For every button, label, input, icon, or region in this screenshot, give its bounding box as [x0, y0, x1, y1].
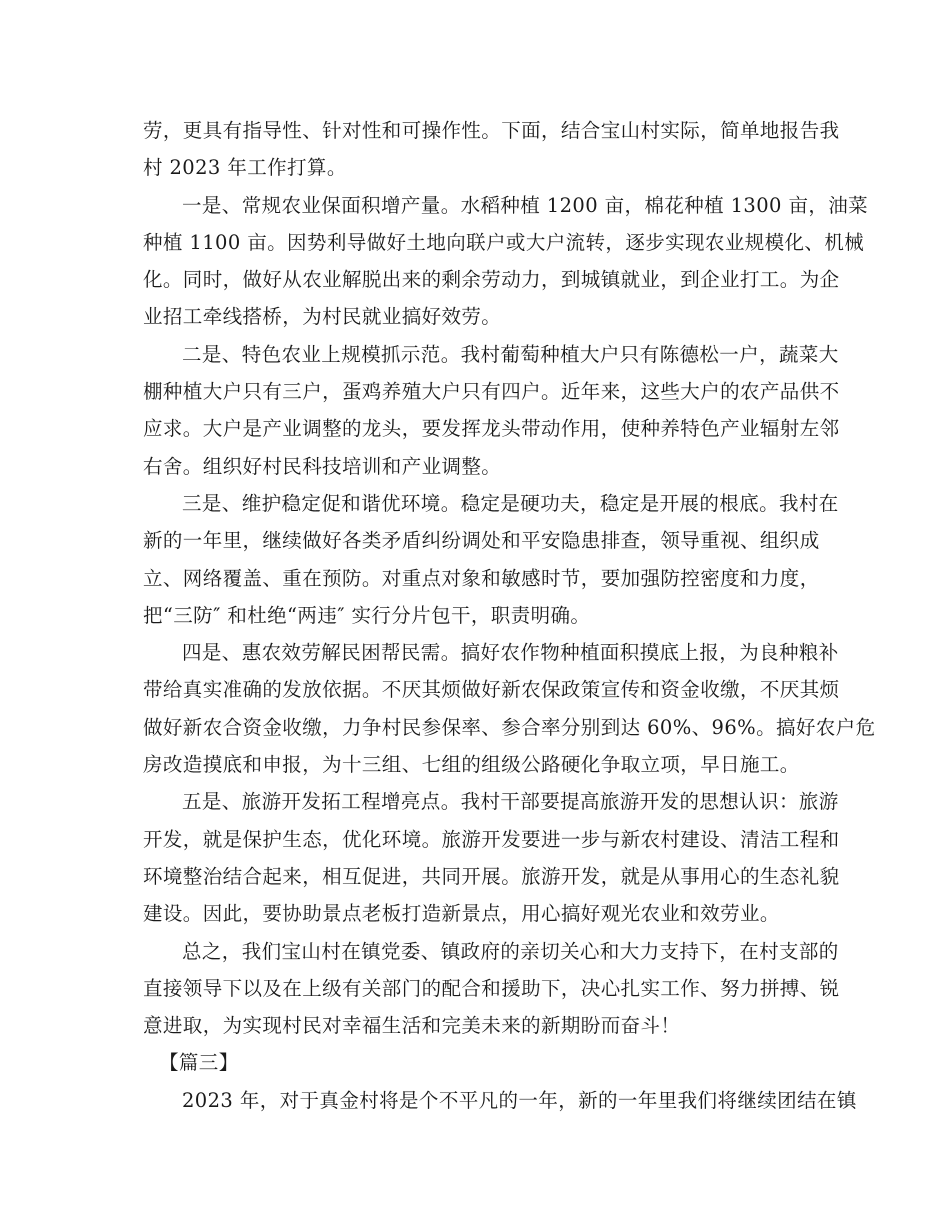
text-line: 右舍。组织好村民科技培训和产业调整。 — [143, 454, 502, 478]
text-line: 做好新农合资金收缴，力争村民参保率、参合率分别到达 60%、96%。搞好农户危 — [143, 715, 876, 739]
paragraph-start-line: 五是、旅游开发拓工程增亮点。我村干部要提高旅游开发的思想认识：旅游 — [182, 790, 839, 814]
text-line: 村 2023 年工作打算。 — [143, 156, 347, 180]
paragraph-start-line: 三是、维护稳定促和谐优环境。稳定是硬功夫，稳定是开展的根底。我村在 — [182, 491, 839, 515]
text-line: 把“三防″ 和杜绝“两违″ 实行分片包干，职责明确。 — [143, 603, 591, 627]
text-line: 化。同时，做好从农业解脱出来的剩余劳动力，到城镇就业，到企业打工。为企 — [143, 268, 840, 292]
paragraph-start-line: 四是、惠农效劳解民困帮民需。搞好农作物种植面积摸底上报，为良种粮补 — [182, 641, 839, 665]
text-line: 直接领导下以及在上级有关部门的配合和援助下，决心扎实工作、努力拼搏、锐 — [143, 976, 840, 1000]
paragraph-start-line: 二是、特色农业上规模抓示范。我村葡萄种植大户只有陈德松一户，蔬菜大 — [182, 342, 839, 366]
document-body — [143, 112, 876, 1119]
text-line: 应求。大户是产业调整的龙头，要发挥龙头带动作用，使种养特色产业辐射左邻 — [143, 417, 840, 441]
paragraph-start-line: 一是、常规农业保面积增产量。水稻种植 1200 亩，棉花种植 1300 亩，油菜 — [182, 193, 869, 217]
text-line: 劳，更具有指导性、针对性和可操作性。下面，结合宝山村实际，简单地报告我 — [143, 119, 840, 142]
paragraph-start-line: 2023 年，对于真金村将是个不平凡的一年，新的一年里我们将继续团结在镇 — [182, 1088, 857, 1112]
text-line: 意进取，为实现村民对幸福生活和完美未来的新期盼而奋斗！ — [143, 1014, 681, 1038]
text-line: 房改造摸底和申报，为十三组、七组的组级公路硬化争取立项，早日施工。 — [143, 753, 800, 777]
text-line: 棚种植大户只有三户，蛋鸡养殖大户只有四户。近年来，这些大户的农产品供不 — [143, 380, 840, 404]
text-line: 立、网络覆盖、重在预防。对重点对象和敏感时节，要加强防控密度和力度， — [143, 566, 820, 590]
text-line: 开发，就是保护生态，优化环境。旅游开发要进一步与新农村建设、清洁工程和 — [143, 827, 840, 851]
text-line: 带给真实准确的发放依据。不厌其烦做好新农保政策宣传和资金收缴，不厌其烦 — [143, 678, 840, 702]
text-line: 业招工牵线搭桥，为村民就业搞好效劳。 — [143, 305, 502, 329]
paragraph-start-line: 总之，我们宝山村在镇党委、镇政府的亲切关心和大力支持下，在村支部的 — [182, 939, 839, 963]
text-line: 环境整治结合起来，相互促进，共同开展。旅游开发，就是从事用心的生态礼貌 — [143, 864, 840, 888]
text-line: 种植 1100 亩。因势利导做好土地向联户或大户流转，逐步实现农业规模化、机械 — [143, 230, 865, 254]
section-heading: 【篇三】 — [159, 1051, 239, 1075]
text-line: 建设。因此，要协助景点老板打造新景点，用心搞好观光农业和效劳业。 — [143, 902, 780, 926]
text-line: 新的一年里，继续做好各类矛盾纠纷调处和平安隐患排查，领导重视、组织成 — [143, 529, 820, 553]
